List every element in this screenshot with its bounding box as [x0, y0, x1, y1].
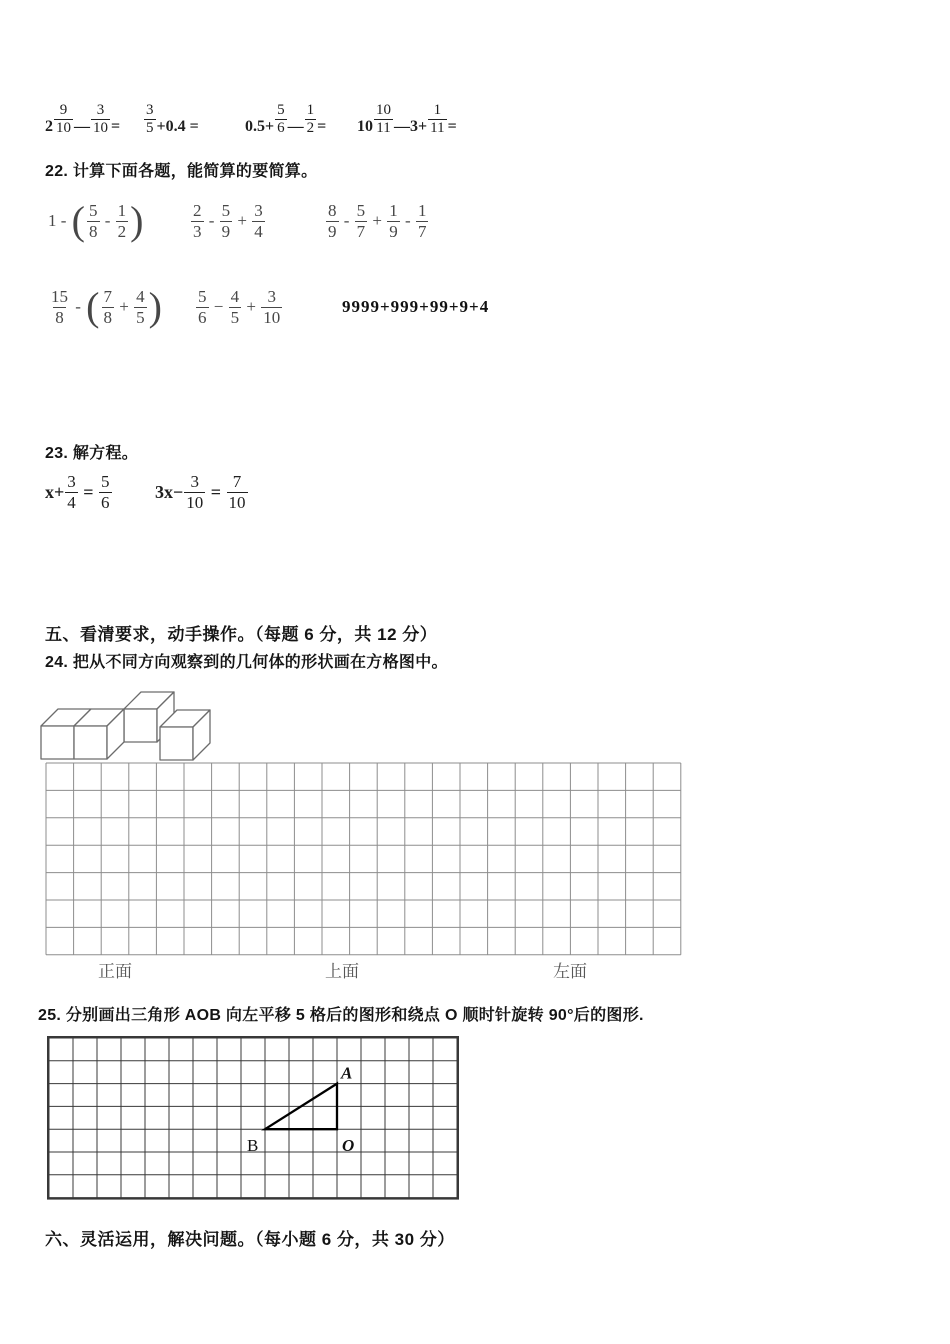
fraction: $\frac{3}{4}$ — [254, 201, 263, 241]
math-text: = — [317, 118, 327, 135]
fraction: $\frac{5}{7}$ — [356, 201, 366, 241]
math-text: — — [287, 118, 304, 135]
math-text: + — [115, 297, 134, 316]
math-expression-21-2 — [143, 95, 199, 137]
triangle-grid-q25 — [47, 1036, 459, 1205]
fraction: $\frac{15}{8}$ — [51, 287, 68, 327]
math-text: + — [233, 211, 252, 230]
fraction: $\frac{5}{9}$ — [221, 201, 231, 241]
math-expression-22-4 — [48, 276, 163, 338]
math-expression-22-2 — [190, 190, 266, 252]
parenthesis: ) — [130, 198, 144, 243]
math-text: - — [71, 297, 86, 316]
fraction: $\frac{7}{8}$ — [103, 287, 112, 327]
fraction: $\frac{1}{11}$ — [430, 102, 445, 137]
section-5-heading: 五、看清要求，动手操作。（每题 6 分，共 12 分） — [45, 625, 438, 644]
fraction: $\frac{3}{4}$ — [67, 472, 76, 512]
grid-svg — [47, 1036, 459, 1200]
fraction: $\frac{4}{5}$ — [136, 287, 145, 327]
section-6-heading: 六、灵活运用，解决问题。（每小题 6 分，共 30 分） — [45, 1230, 455, 1249]
math-text: + — [368, 211, 387, 230]
fraction: $\frac{5}{6}$ — [198, 287, 207, 327]
math-text: x+ — [45, 481, 65, 502]
math-text: +0.4 = — [156, 118, 199, 135]
answer-grid-q24 — [45, 762, 682, 961]
math-text: 1 - — [48, 211, 71, 230]
math-text: —3+ — [394, 118, 428, 135]
grid-label-left: 左面 — [553, 962, 587, 981]
fraction: $\frac{1}{2}$ — [306, 102, 315, 137]
fraction: $\frac{3}{5}$ — [146, 102, 154, 137]
grid-label-top: 上面 — [325, 962, 359, 981]
math-text: - — [400, 211, 415, 230]
math-text: - — [339, 211, 354, 230]
parenthesis: ( — [71, 198, 85, 243]
fraction: $\frac{1}{9}$ — [389, 201, 398, 241]
math-text: = — [206, 481, 226, 502]
math-text: 0.5+ — [245, 118, 275, 135]
math-text: — — [74, 118, 90, 135]
math-text: + — [242, 297, 261, 316]
fraction: $\frac{5}{8}$ — [89, 201, 98, 241]
fraction: $\frac{3}{10}$ — [93, 102, 108, 137]
math-text: 3x− — [155, 481, 184, 502]
vertex-label-a: A — [341, 1063, 353, 1083]
math-expression-23-1 — [45, 462, 113, 522]
math-text: − — [209, 297, 228, 316]
question-22-heading: 22. 计算下面各题，能简算的要简算。 — [45, 163, 318, 180]
math-expression-22-3 — [325, 190, 429, 252]
vertex-label-b: B — [247, 1136, 259, 1156]
math-text: - — [100, 211, 115, 230]
question-23-heading: 23. 解方程。 — [45, 445, 139, 462]
fraction: $\frac{3}{10}$ — [186, 472, 204, 512]
fraction: $\frac{1}{2}$ — [117, 201, 127, 241]
math-text: = — [447, 118, 457, 135]
fraction: $\frac{10}{11}$ — [376, 102, 391, 137]
fraction: $\frac{8}{9}$ — [328, 201, 337, 241]
grid-svg — [45, 762, 682, 956]
math-expression-22-6 — [342, 276, 489, 338]
fraction: $\frac{2}{3}$ — [193, 201, 202, 241]
math-text: 2 — [45, 118, 53, 135]
question-24-heading: 24. 把从不同方向观察到的几何体的形状画在方格图中。 — [45, 654, 448, 671]
math-text: - — [204, 211, 219, 230]
fraction: $\frac{5}{6}$ — [101, 472, 110, 512]
math-expression-23-2 — [155, 462, 249, 522]
grid-label-front: 正面 — [98, 962, 132, 981]
fraction: $\frac{5}{6}$ — [277, 102, 285, 137]
math-text: = — [78, 481, 99, 502]
parenthesis: ( — [86, 284, 100, 329]
fraction: $\frac{7}{10}$ — [228, 472, 246, 512]
math-expression-22-1 — [48, 190, 145, 252]
math-expression-21-1 — [45, 95, 120, 137]
math-expression-22-5 — [195, 276, 283, 338]
fraction: $\frac{9}{10}$ — [56, 102, 71, 137]
parenthesis: ) — [148, 284, 162, 329]
math-text: 10 — [357, 118, 373, 135]
math-text: = — [111, 118, 121, 135]
math-expression-21-3 — [245, 95, 326, 137]
cubes-figure — [38, 674, 216, 766]
fraction: $\frac{3}{10}$ — [263, 287, 281, 327]
fraction: $\frac{1}{7}$ — [417, 201, 427, 241]
question-25-heading: 25. 分别画出三角形 AOB 向左平移 5 格后的图形和绕点 O 顺时针旋转 90°后的图形. — [38, 1007, 644, 1024]
fraction: $\frac{4}{5}$ — [230, 287, 240, 327]
math-text: 9999+999+99+9+4 — [342, 297, 490, 316]
vertex-label-o: O — [342, 1136, 355, 1156]
math-expression-21-4 — [357, 95, 457, 137]
